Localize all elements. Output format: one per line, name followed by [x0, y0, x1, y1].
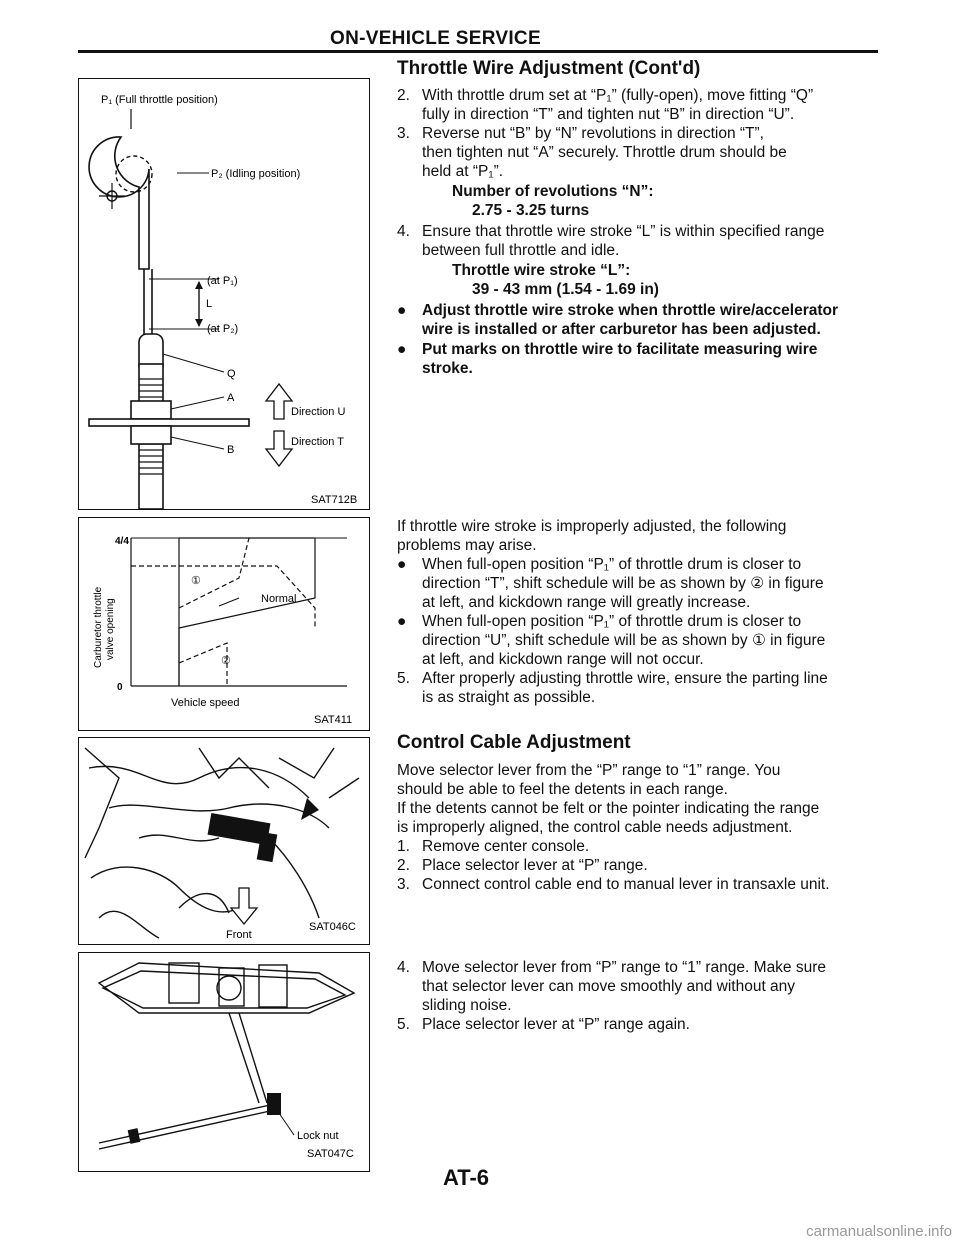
figure-throttle-wire: [78, 78, 370, 510]
bold-bullet-2-line-1: Put marks on throttle wire to facilitate measuring wire: [422, 341, 818, 358]
improper-b2-l3: at left, and kickdown range will not occur.: [422, 651, 704, 668]
improper-b1-l3: at left, and kickdown range will greatly increase.: [422, 594, 751, 611]
control-step-4-l2: that selector lever can move smoothly and without any: [422, 978, 796, 995]
arrow-down-icon: [266, 431, 292, 466]
control-step-3: Connect control cable end to manual lever in transaxle unit.: [422, 876, 830, 893]
label-a: A: [227, 392, 235, 404]
improper-b1-l1: When full-open position “P₁” of throttle drum is closer to: [422, 556, 802, 573]
figure-engine-front: [78, 737, 370, 945]
improper-section: [397, 517, 897, 707]
figure-code: SAT712B: [311, 494, 358, 506]
x-axis-label: Vehicle speed: [171, 697, 240, 709]
bullet-dot: ●: [397, 613, 407, 630]
label-p2: P₂ (Idling position): [211, 168, 301, 180]
label-at-p2: (at P₂): [207, 323, 239, 335]
control-step-2: Place selector lever at “P” range.: [422, 857, 648, 874]
curve-1: [179, 538, 249, 608]
control-step-4-l3: sliding noise.: [422, 997, 512, 1014]
figure-code: SAT411: [314, 714, 353, 726]
step-5-line-1: After properly adjusting throttle wire, ensure the parting line: [422, 670, 828, 687]
y-zero-label: 0: [117, 682, 123, 693]
stroke-value: 39 - 43 mm (1.54 - 1.69 in): [472, 281, 659, 298]
nut-a: [131, 401, 171, 419]
improper-intro-2: problems may arise.: [397, 537, 537, 554]
step-2-line-1: With throttle drum set at “P₁” (fully-open), move fitting “Q”: [422, 87, 814, 104]
step-2-num: 2.: [397, 87, 410, 104]
control-step-5-l1: Place selector lever at “P” range again.: [422, 1016, 690, 1033]
label-b: B: [227, 444, 235, 456]
step-3-line-3: held at “P₁”.: [422, 163, 504, 180]
improper-b1-l2: direction “T”, shift schedule will be as shown by ② in figure: [422, 575, 824, 592]
curve-2: [179, 643, 227, 686]
step-3-num: 3.: [397, 125, 410, 142]
label-direction-u: Direction U: [291, 406, 346, 418]
selector-lever-illustration: [79, 953, 369, 1171]
step-4-num: 4.: [397, 223, 410, 240]
bold-bullet-1-line-2: wire is installed or after carburetor has been adjusted.: [422, 321, 821, 338]
label-at-p1: (at P₁): [207, 275, 238, 287]
control-step-5-num: 5.: [397, 1016, 410, 1033]
throttle-wire-diagram: [79, 79, 369, 509]
nut-b: [131, 426, 171, 444]
step-4-line-1: Ensure that throttle wire stroke “L” is within specified range: [422, 223, 825, 240]
normal-label: Normal: [261, 593, 297, 605]
header-rule: [78, 50, 878, 53]
bullet-dot: ●: [397, 341, 407, 358]
control-section: [397, 761, 897, 901]
front-label: Front: [226, 929, 252, 941]
control-intro-3: If the detents cannot be felt or the pointer indicating the range: [397, 800, 820, 817]
control-step-3-num: 3.: [397, 876, 410, 893]
improper-b2-l1: When full-open position “P₁” of throttle drum is closer to: [422, 613, 802, 630]
control-step-2-num: 2.: [397, 857, 410, 874]
step-4-line-2: between full throttle and idle.: [422, 242, 620, 259]
bullet-dot: ●: [397, 556, 407, 573]
arrow-up-icon: [266, 384, 292, 419]
label-q: Q: [227, 368, 236, 380]
revolutions-label: Number of revolutions “N”:: [452, 183, 654, 200]
lock-nut-label: Lock nut: [297, 1130, 339, 1142]
label-p1: P₁ (Full throttle position): [101, 94, 218, 106]
watermark: carmanualsonline.info: [806, 1223, 952, 1240]
label-direction-t: Direction T: [291, 436, 344, 448]
y-axis-label-1: Carburetor throttle: [93, 586, 104, 668]
normal-curve: [179, 538, 315, 686]
figure-shift-graph: [78, 517, 370, 731]
step-3-line-2: then tighten nut “A” securely. Throttle drum should be: [422, 144, 787, 161]
figure-code: SAT046C: [309, 921, 356, 933]
stroke-label: Throttle wire stroke “L”:: [452, 262, 631, 279]
throttle-steps: [397, 86, 897, 406]
step-3-line-1: Reverse nut “B” by “N” revolutions in direction “T”,: [422, 125, 764, 142]
y-top-label: 4/4: [115, 536, 129, 547]
engine-illustration: [79, 738, 369, 944]
section-title: Throttle Wire Adjustment (Cont'd): [397, 58, 701, 79]
front-arrow-icon: [231, 888, 257, 924]
improper-b2-l2: direction “U”, shift schedule will be as shown by ① in figure: [422, 632, 826, 649]
marker-2: ②: [221, 655, 231, 667]
control-intro-4: is improperly aligned, the control cable needs adjustment.: [397, 819, 793, 836]
bold-bullet-2-line-2: stroke.: [422, 360, 473, 377]
bold-bullet-1-line-1: Adjust throttle wire stroke when throttle wire/accelerator: [422, 302, 839, 319]
control-intro-2: should be able to feel the detents in each range.: [397, 781, 728, 798]
marker-1: ①: [191, 575, 201, 587]
shift-graph: [79, 518, 369, 730]
throttle-drum: [89, 137, 149, 269]
improper-intro-1: If throttle wire stroke is improperly adjusted, the following: [397, 518, 787, 535]
figure-selector-lever: [78, 952, 370, 1172]
step-5-line-2: is as straight as possible.: [422, 689, 596, 706]
control-step-4-l1: Move selector lever from “P” range to “1” range. Make sure: [422, 959, 827, 976]
revolutions-value: 2.75 - 3.25 turns: [472, 202, 590, 219]
control-step-1: Remove center console.: [422, 838, 590, 855]
control-step-4-num: 4.: [397, 959, 410, 976]
control-title: Control Cable Adjustment: [397, 732, 631, 753]
figure-code: SAT047C: [307, 1148, 354, 1160]
step-2-line-2: fully in direction “T” and tighten nut “B” in direction “U”.: [422, 106, 795, 123]
y-axis-label-2: valve opening: [105, 598, 116, 660]
label-l: L: [206, 298, 213, 310]
control-section-2: [397, 958, 897, 1048]
drum-dashed: [116, 156, 152, 192]
bracket: [89, 419, 249, 426]
control-step-1-num: 1.: [397, 838, 410, 855]
page-number: AT-6: [443, 1165, 490, 1190]
control-intro-1: Move selector lever from the “P” range to “1” range. You: [397, 762, 781, 779]
step-5-num: 5.: [397, 670, 410, 687]
page-header: ON-VEHICLE SERVICE: [330, 28, 541, 49]
bullet-dot: ●: [397, 302, 407, 319]
